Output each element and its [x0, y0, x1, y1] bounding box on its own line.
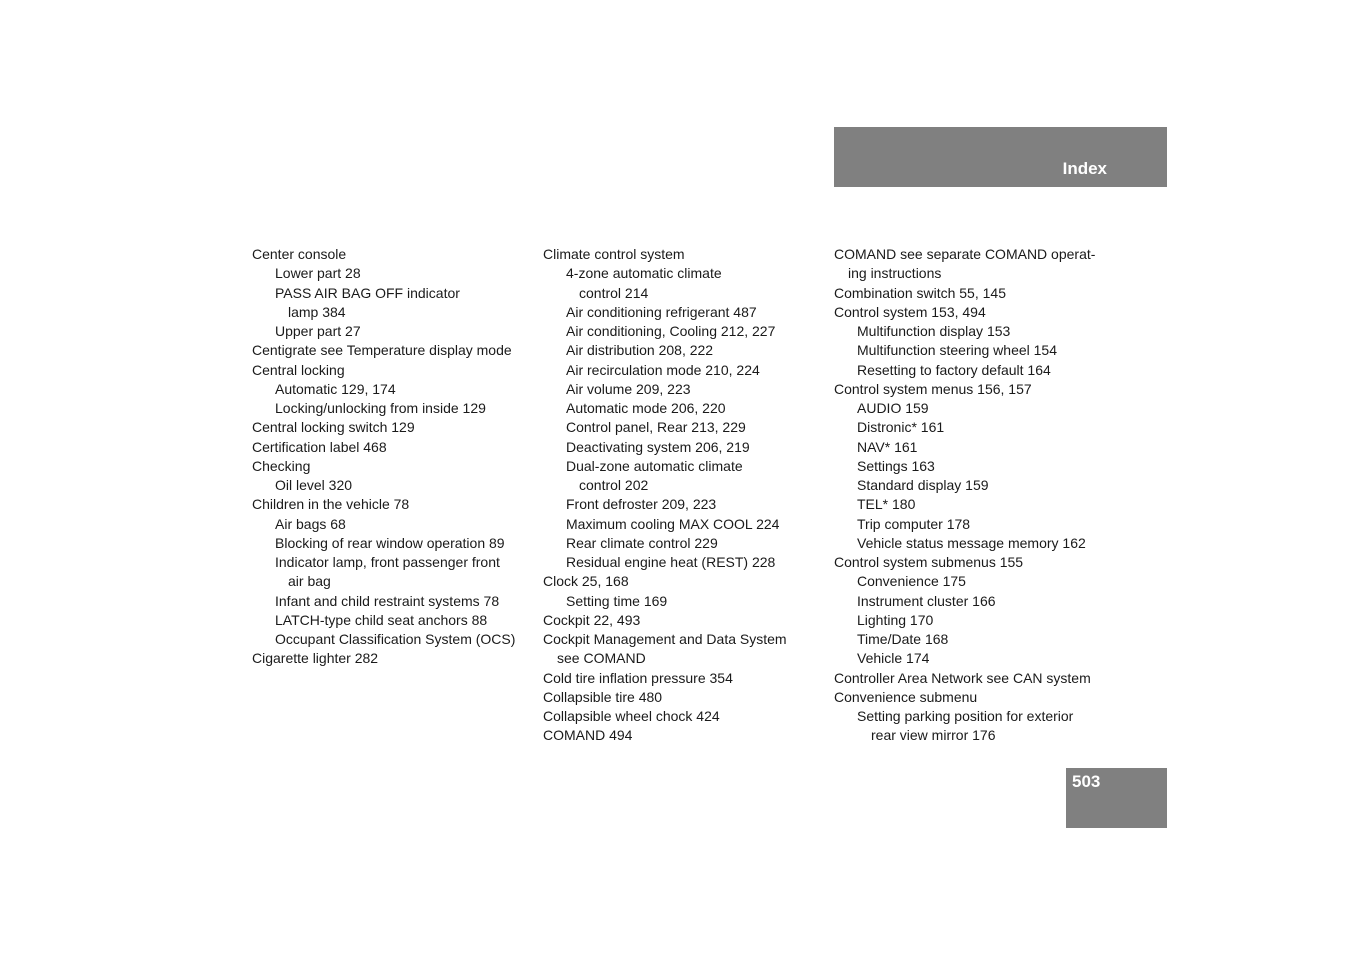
index-subentry: Dual-zone automatic climate [566, 457, 743, 474]
index-subentry: LATCH-type child seat anchors 88 [275, 611, 488, 628]
index-entry: Cockpit Management and Data System [543, 631, 787, 647]
index-entry: Central locking [252, 361, 345, 378]
index-subentry: Automatic mode 206, 220 [566, 400, 726, 416]
index-header-bar [834, 127, 1167, 187]
page-number-tab [1066, 768, 1167, 828]
index-subentry: Convenience 175 [857, 573, 966, 590]
index-subentry: Residual engine heat (REST) 228 [566, 554, 776, 570]
index-subentry: Air distribution 208, 222 [566, 342, 714, 359]
index-subentry: PASS AIR BAG OFF indicator [275, 284, 460, 301]
index-subentry: Settings 163 [857, 457, 935, 474]
index-subentry: Lower part 28 [275, 265, 361, 282]
index-subentry: Vehicle 174 [857, 650, 930, 667]
index-subentry: Air bags 68 [275, 515, 346, 532]
index-subentry: Indicator lamp, front passenger front [275, 554, 500, 570]
index-subentry: Standard display 159 [857, 477, 989, 493]
index-column-1 [252, 245, 542, 669]
index-column-3 [834, 245, 1124, 746]
index-subentry: Rear climate control 229 [566, 534, 718, 551]
index-subentry: Air conditioning, Cooling 212, 227 [566, 323, 776, 339]
index-entry: COMAND see separate COMAND operat- [834, 246, 1096, 262]
index-subentry: ing instructions [848, 265, 942, 282]
index-subentry: Instrument cluster 166 [857, 592, 996, 609]
index-entry: Center console [252, 246, 347, 262]
index-subentry: Automatic 129, 174 [275, 380, 396, 397]
index-column-2 [543, 245, 833, 746]
index-entry: Certification label 468 [252, 438, 387, 455]
index-subentry: Locking/unlocking from inside 129 [275, 400, 486, 416]
index-title: Index [1062, 159, 1107, 178]
index-subentry: NAV* 161 [857, 438, 918, 455]
index-entry: Centigrate see Temperature display mode [252, 342, 512, 359]
index-subentry: Lighting 170 [857, 611, 934, 628]
index-entry: Cold tire inflation pressure 354 [543, 669, 733, 686]
index-subentry: Trip computer 178 [857, 515, 971, 532]
index-subentry: Blocking of rear window operation 89 [275, 534, 505, 551]
index-subentry: Time/Date 168 [857, 631, 949, 647]
index-subentry: Deactivating system 206, 219 [566, 438, 750, 455]
index-entry: Collapsible wheel chock 424 [543, 708, 720, 724]
index-entry: Cockpit 22, 493 [543, 611, 641, 628]
index-entry: Control system menus 156, 157 [834, 380, 1032, 397]
index-entry: Control system submenus 155 [834, 554, 1024, 570]
index-subentry: Multifunction steering wheel 154 [857, 342, 1058, 359]
index-entry: Climate control system [543, 246, 685, 262]
index-subentry: AUDIO 159 [857, 400, 929, 416]
index-subentry: Multifunction display 153 [857, 323, 1011, 339]
index-subentry: Oil level 320 [275, 477, 353, 493]
index-entry: Children in the vehicle 78 [252, 496, 410, 513]
index-subentry: Front defroster 209, 223 [566, 496, 717, 513]
index-entry: Control system 153, 494 [834, 303, 986, 320]
index-entry: Checking [252, 457, 311, 474]
index-subentry: rear view mirror 176 [871, 727, 996, 744]
index-subentry: Infant and child restraint systems 78 [275, 592, 500, 609]
page-number: 503 [1072, 772, 1101, 791]
index-subentry: air bag [288, 573, 331, 590]
index-subentry: Setting parking position for exterior [857, 708, 1074, 724]
index-entry: Collapsible tire 480 [543, 688, 663, 705]
index-entry: COMAND 494 [543, 727, 633, 744]
index-subentry: lamp 384 [288, 303, 346, 320]
index-subentry: Maximum cooling MAX COOL 224 [566, 515, 780, 532]
index-subentry: Air conditioning refrigerant 487 [566, 303, 757, 320]
index-subentry: control 214 [579, 284, 649, 301]
index-subentry: 4-zone automatic climate [566, 265, 722, 282]
index-subentry: control 202 [579, 477, 649, 493]
index-subentry: Vehicle status message memory 162 [857, 534, 1086, 551]
index-entry: Clock 25, 168 [543, 573, 629, 590]
index-subentry: Occupant Classification System (OCS) [275, 631, 516, 647]
index-entry: Convenience submenu [834, 688, 978, 705]
index-subentry: TEL* 180 [857, 496, 916, 513]
index-subentry: Upper part 27 [275, 323, 361, 339]
index-entry: Combination switch 55, 145 [834, 284, 1006, 301]
index-subentry: Control panel, Rear 213, 229 [566, 419, 746, 436]
index-subentry: Air recirculation mode 210, 224 [566, 361, 760, 378]
index-subentry: Setting time 169 [566, 592, 668, 609]
index-entry: Cigarette lighter 282 [252, 650, 379, 667]
index-subentry: Distronic* 161 [857, 419, 945, 436]
index-subentry: Air volume 209, 223 [566, 380, 691, 397]
index-entry: Central locking switch 129 [252, 419, 415, 436]
index-entry: Controller Area Network see CAN system [834, 669, 1091, 686]
index-subentry: see COMAND [557, 650, 646, 667]
index-subentry: Resetting to factory default 164 [857, 361, 1051, 378]
